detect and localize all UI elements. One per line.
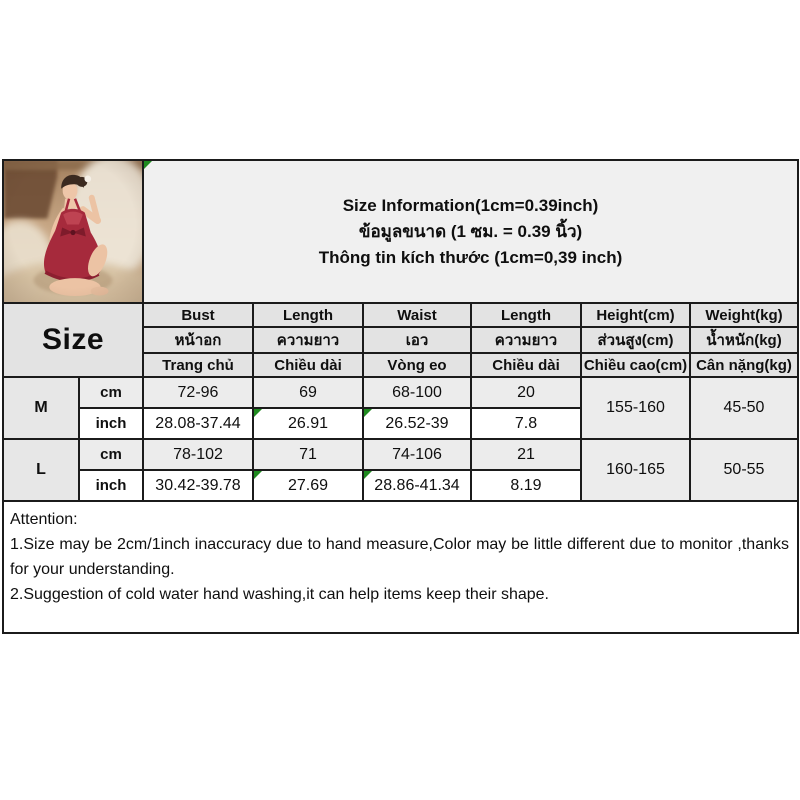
col-header-weight-en: Weight(kg) — [690, 303, 798, 327]
attention-heading: Attention: — [10, 511, 78, 528]
col-header-length-en: Length — [253, 303, 363, 327]
title-line-th: ข้อมูลขนาด (1 ซม. = 0.39 นิ้ว) — [358, 221, 583, 241]
l-cm-length: 71 — [253, 439, 363, 470]
unit-inch-label: inch — [79, 470, 143, 501]
col-header-length2-vi: Chiều dài — [471, 353, 581, 377]
excel-flag-icon — [144, 161, 152, 169]
attention-line-1: 1.Size may be 2cm/1inch inaccuracy due to hand measure,Color may be little different due to monitor ,thanks for your understanding. — [10, 536, 789, 578]
col-header-weight-th: น้ำหนัก(kg) — [690, 327, 798, 353]
m-inch-waist-value: 26.52-39 — [385, 414, 449, 432]
unit-cm-label: cm — [79, 377, 143, 408]
col-header-length-vi: Chiều dài — [253, 353, 363, 377]
col-header-height-vi: Chiều cao(cm) — [581, 353, 690, 377]
size-l-label: L — [3, 439, 79, 501]
m-cm-length2: 20 — [471, 377, 581, 408]
product-photo — [3, 160, 143, 303]
attention-line-2: 2.Suggestion of cold water hand washing,it can help items keep their shape. — [10, 586, 549, 603]
excel-flag-icon — [364, 409, 372, 417]
col-header-waist-en: Waist — [363, 303, 471, 327]
size-panel-label: Size — [3, 303, 143, 377]
col-header-waist-th: เอว — [363, 327, 471, 353]
m-inch-length — [253, 408, 363, 439]
col-header-bust-th: หน้าอก — [143, 327, 253, 353]
col-header-bust-en: Bust — [143, 303, 253, 327]
excel-flag-icon — [364, 471, 372, 479]
l-inch-waist-value: 28.86-41.34 — [374, 476, 460, 494]
m-inch-bust: 28.08-37.44 — [143, 408, 253, 439]
excel-flag-icon — [254, 409, 262, 417]
l-cm-length2: 21 — [471, 439, 581, 470]
m-cm-length: 69 — [253, 377, 363, 408]
col-header-weight-vi: Cân nặng(kg) — [690, 353, 798, 377]
l-inch-length2: 8.19 — [471, 470, 581, 501]
size-table — [2, 159, 799, 634]
col-header-length2-th: ความยาว — [471, 327, 581, 353]
unit-inch-label: inch — [79, 408, 143, 439]
unit-cm-label: cm — [79, 439, 143, 470]
title-line-en: Size Information(1cm=0.39inch) — [342, 195, 599, 215]
m-cm-bust: 72-96 — [143, 377, 253, 408]
m-height: 155-160 — [581, 377, 690, 439]
m-inch-length2: 7.8 — [471, 408, 581, 439]
excel-flag-icon — [254, 471, 262, 479]
size-chart-sheet — [2, 159, 797, 634]
attention-note — [3, 501, 798, 633]
l-inch-waist — [363, 470, 471, 501]
l-inch-length-value: 27.69 — [287, 476, 329, 494]
col-header-length-th: ความยาว — [253, 327, 363, 353]
l-inch-bust: 30.42-39.78 — [143, 470, 253, 501]
title-cell — [143, 160, 798, 303]
m-weight: 45-50 — [690, 377, 798, 439]
col-header-height-th: ส่วนสูง(cm) — [581, 327, 690, 353]
size-m-label: M — [3, 377, 79, 439]
col-header-length2-en: Length — [471, 303, 581, 327]
col-header-waist-vi: Vòng eo — [363, 353, 471, 377]
title-line-vi: Thông tin kích thước (1cm=0,39 inch) — [318, 247, 623, 267]
col-header-height-en: Height(cm) — [581, 303, 690, 327]
m-inch-waist — [363, 408, 471, 439]
product-photo-illustration — [4, 161, 142, 302]
l-inch-length — [253, 470, 363, 501]
l-height: 160-165 — [581, 439, 690, 501]
m-cm-waist: 68-100 — [363, 377, 471, 408]
col-header-bust-vi: Trang chủ — [143, 353, 253, 377]
m-inch-length-value: 26.91 — [287, 414, 329, 432]
l-weight: 50-55 — [690, 439, 798, 501]
l-cm-waist: 74-106 — [363, 439, 471, 470]
l-cm-bust: 78-102 — [143, 439, 253, 470]
